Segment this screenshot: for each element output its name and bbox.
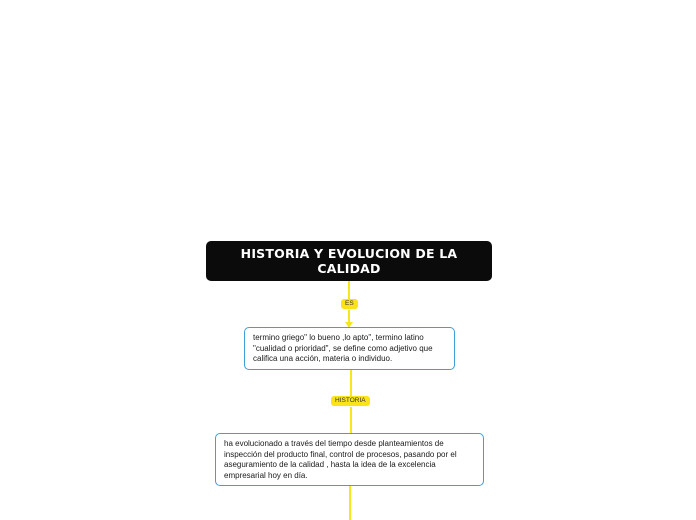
edge-label-es[interactable]: ES	[341, 299, 358, 309]
connector-es-to-node1	[348, 310, 350, 322]
root-topic[interactable]	[206, 241, 492, 281]
topic-definition-text: termino griego" lo bueno ,lo apto", termino latino "cualidad o prioridad", se define como adjetivo que califica una acción, materia o individuo.	[253, 333, 433, 363]
connector-node1-to-historia	[350, 370, 352, 396]
connector-historia-to-node2	[350, 407, 352, 433]
topic-definition[interactable]	[244, 327, 455, 370]
root-topic-label: HISTORIA Y EVOLUCION DE LA CALIDAD	[240, 246, 458, 276]
edge-label-historia[interactable]: HISTORIA	[331, 396, 370, 406]
connector-root-to-es	[348, 281, 350, 299]
topic-history[interactable]	[215, 433, 484, 486]
connector-node2-down	[349, 486, 351, 520]
topic-history-text: ha evolucionado a través del tiempo desde planteamientos de inspección del producto final, control de procesos, pasando por el aseguramiento de la calidad , hasta la idea de la excelencia empresarial hoy en día.	[224, 439, 457, 480]
